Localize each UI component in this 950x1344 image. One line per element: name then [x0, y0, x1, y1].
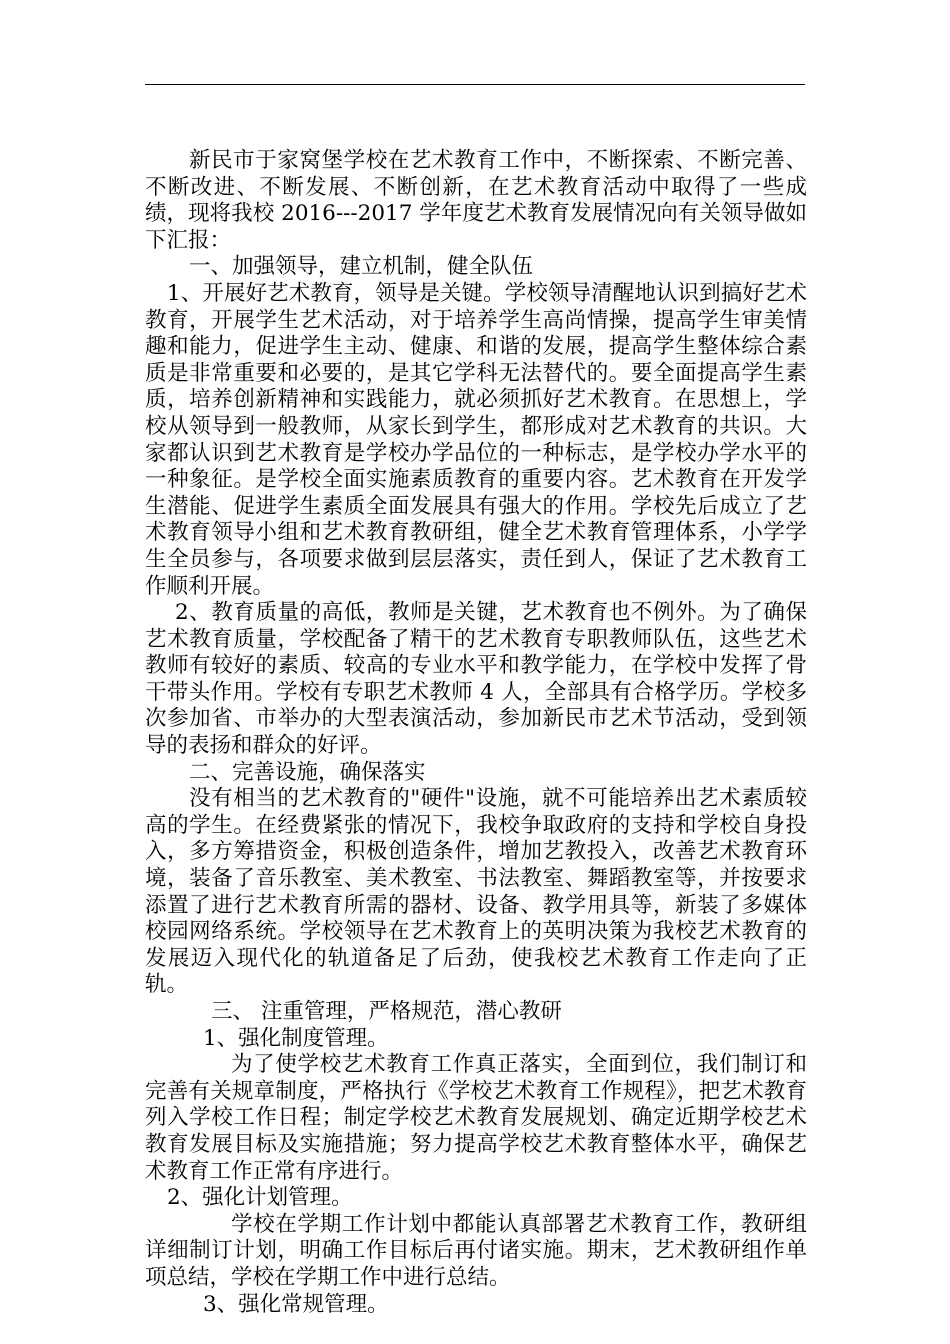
section-heading-1: 一、加强领导，建立机制，健全队伍: [189, 254, 534, 280]
intro-paragraph: 新民市于家窝堡学校在艺术教育工作中，不断探索、不断完善、不断改进、不断发展、不断创新，在艺术教育活动中取得了一些成绩，现将我校 2016---2017 学年度艺术教育发展情况向有关领导做如下汇报：: [145, 148, 807, 253]
subheading-1: 1、强化制度管理。: [203, 1025, 389, 1051]
subheading-2: 2、强化计划管理。: [167, 1185, 353, 1211]
section-heading-2: 二、完善设施，确保落实: [189, 759, 426, 785]
paragraph-item-1: 1、开展好艺术教育，领导是关键。学校领导清醒地认识到搞好艺术教育，开展学生艺术活动，对于培养学生高尚情操，提高学生审美情趣和能力，促进学生主动、健康、和谐的发展，提高学生整体综合素质是非常重要和必要的，是其它学科无法替代的。要全面提高学生素质，培养创新精神和实践能力，就必须抓好艺术教育。在思想上，学校从领导到一般教师，从家长到学生，都形成对艺术教育的共识。大家都认识到艺术教育是学校办学品位的一种标志，是学校办学水平的一种象征。是学校全面实施素质教育的重要内容。艺术教育在开发学生潜能、促进学生素质全面发展具有强大的作用。学校先后成立了艺术教育领导小组和艺术教育教研组，健全艺术教育管理体系，小学学生全员参与，各项要求做到层层落实，责任到人，保证了艺术教育工作顺利开展。: [145, 280, 807, 599]
subheading-3: 3、强化常规管理。: [203, 1291, 389, 1317]
header-rule: [145, 84, 805, 85]
section-2-paragraph: 没有相当的艺术教育的"硬件"设施，就不可能培养出艺术素质较高的学生。在经费紧张的情况下，我校争取政府的支持和学校自身投入，多方筹措资金，积极创造条件，增加艺教投入，改善艺术教育环境，装备了音乐教室、美术教室、书法教室、舞蹈教室等，并按要求添置了进行艺术教育所需的器材、设备、教学用具等，新装了多媒体校园网络系统。学校领导在艺术教育上的英明决策为我校艺术教育的发展迈入现代化的轨道备足了后劲，使我校艺术教育工作走向了正轨。: [145, 786, 807, 998]
subsection-1-paragraph: 为了使学校艺术教育工作真正落实，全面到位，我们制订和完善有关规章制度，严格执行《学校艺术教育工作规程》，把艺术教育列入学校工作日程；制定学校艺术教育发展规划、确定近期学校艺术教育发展目标及实施措施；努力提高学校艺术教育整体水平，确保艺术教育工作正常有序进行。: [145, 1052, 807, 1184]
subsection-2-paragraph: 学校在学期工作计划中都能认真部署艺术教育工作，教研组详细制订计划，明确工作目标后再付诸实施。期末，艺术教研组作单项总结，学校在学期工作中进行总结。: [145, 1211, 807, 1290]
paragraph-item-2: 2、教育质量的高低，教师是关键，艺术教育也不例外。为了确保艺术教育质量，学校配备了精干的艺术教育专职教师队伍，这些艺术教师有较好的素质、较高的专业水平和教学能力，在学校中发挥了骨干带头作用。学校有专职艺术教师 4 人，全部具有合格学历。学校多次参加省、市举办的大型表演活动，参加新民市艺术节活动，受到领导的表扬和群众的好评。: [145, 600, 807, 759]
document-body: [145, 148, 807, 1318]
section-heading-3: 三、 注重管理，严格规范，潜心教研: [211, 999, 562, 1024]
